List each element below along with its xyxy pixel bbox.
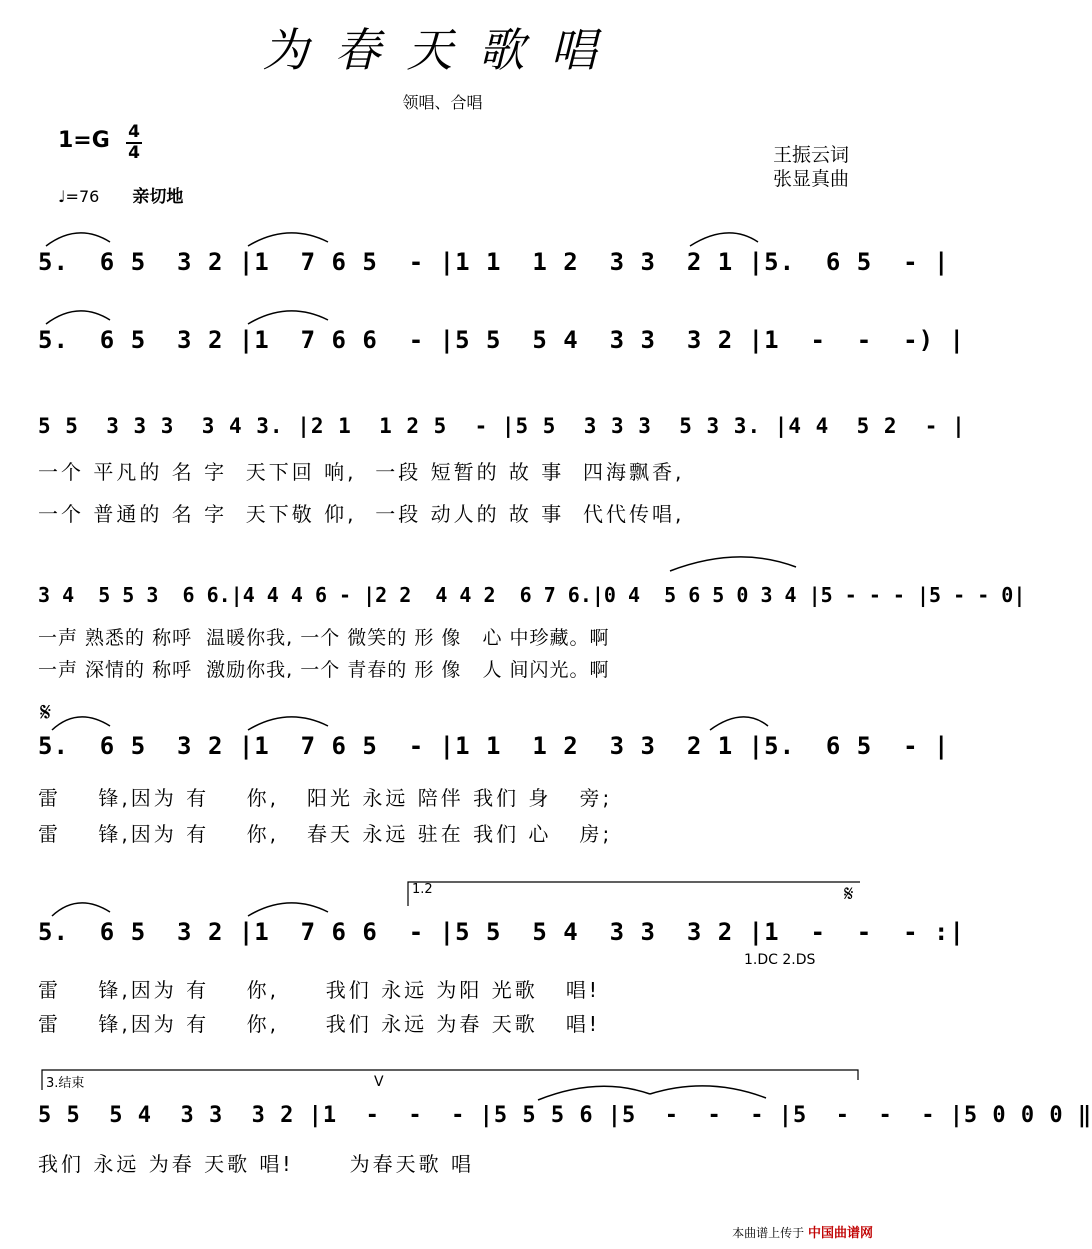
lyric-verse-2: 一个 普通的 名 字 天下敬 仰, 一段 动人的 故 事 代代传唱, — [38, 502, 685, 526]
notes-line: 5 5 3 3 3 3 4 3. |2 1 1 2 5 - |5 5 3 3 3 5 3 3. |4 4 5 2 - | — [38, 414, 966, 438]
key-signature: 1=G — [58, 128, 110, 153]
slurs — [38, 549, 860, 609]
meter-bottom: 4 — [128, 143, 140, 163]
slurs — [38, 712, 950, 772]
lyric-verse-1: 雷 锋,因为 有 你, 阳光 永远 陪伴 我们 身 旁; — [38, 786, 613, 810]
composer: 张显真曲 — [772, 168, 849, 190]
song-title: 为春天歌唱 — [262, 23, 623, 77]
lyric-verse: 我们 永远 为春 天歌 唱! 为春天歌 唱 — [38, 1152, 474, 1176]
song-subtitle: 领唱、合唱 — [402, 93, 483, 112]
lyric-verse-2: 一声 深情的 称呼 激励你我, 一个 青春的 形 像 人 间闪光。啊 — [38, 659, 610, 681]
segno-icon: 𝄋 — [844, 882, 854, 907]
footer-prefix: 本曲谱上传于 — [732, 1226, 805, 1240]
notes-line: 5. 6 5 3 2 |1 7 6 5 - |1 1 1 2 3 3 2 1 |5. 6 5 - | — [38, 732, 950, 760]
notes-line: 5. 6 5 3 2 |1 7 6 6 - |5 5 5 4 3 3 3 2 |1 - - -) | — [38, 326, 965, 354]
volta-label: 3.结束 — [46, 1076, 85, 1091]
slurs — [38, 898, 965, 958]
breath-mark: V — [374, 1074, 384, 1090]
notes-line: 5. 6 5 3 2 |1 7 6 6 - |5 5 5 4 3 3 3 2 |1 - - - :| — [38, 918, 965, 946]
volta-label: 1.2 — [412, 882, 433, 897]
slurs — [38, 1080, 1092, 1140]
slurs — [38, 306, 965, 366]
footer — [732, 1222, 873, 1241]
tempo-marking — [58, 182, 183, 207]
notes-line: 5. 6 5 3 2 |1 7 6 5 - |1 1 1 2 3 3 2 1 |5. 6 5 - | — [38, 248, 950, 276]
lyric-verse-1: 一个 平凡的 名 字 天下回 响, 一段 短暂的 故 事 四海飘香, — [38, 460, 685, 484]
notes-line: 3 4 5 5 3 6 6.|4 4 4 6 - |2 2 4 4 2 6 7 6.|0 4 5 6 5 0 3 4 |5 - - - |5 - - 0| — [38, 583, 1026, 607]
expression-marking: 亲切地 — [132, 187, 184, 207]
notes-line: 5 5 5 4 3 3 3 2 |1 - - - |5 5 5 6 |5 - - - |5 - - - |5 0 0 0 ‖ — [38, 1103, 1092, 1128]
lyric-verse-1: 一声 熟悉的 称呼 温暖你我, 一个 微笑的 形 像 心 中珍藏。啊 — [38, 627, 610, 649]
footer-brand[interactable]: 中国曲谱网 — [807, 1226, 873, 1241]
segno-icon: 𝄋 — [40, 698, 52, 728]
slurs — [38, 228, 950, 288]
meter-top: 4 — [128, 122, 140, 142]
lyricist: 王振云词 — [772, 144, 849, 166]
lyric-verse-2: 雷 锋,因为 有 你, 我们 永远 为春 天歌 唱! — [38, 1012, 600, 1036]
lyric-verse-2: 雷 锋,因为 有 你, 春天 永远 驻在 我们 心 房; — [38, 822, 613, 846]
repeat-instruction: 1.DC 2.DS — [744, 952, 816, 968]
time-signature — [126, 124, 142, 162]
tempo-value: ♩=76 — [58, 187, 100, 206]
lyric-verse-1: 雷 锋,因为 有 你, 我们 永远 为阳 光歌 唱! — [38, 978, 600, 1002]
credits — [773, 143, 849, 191]
